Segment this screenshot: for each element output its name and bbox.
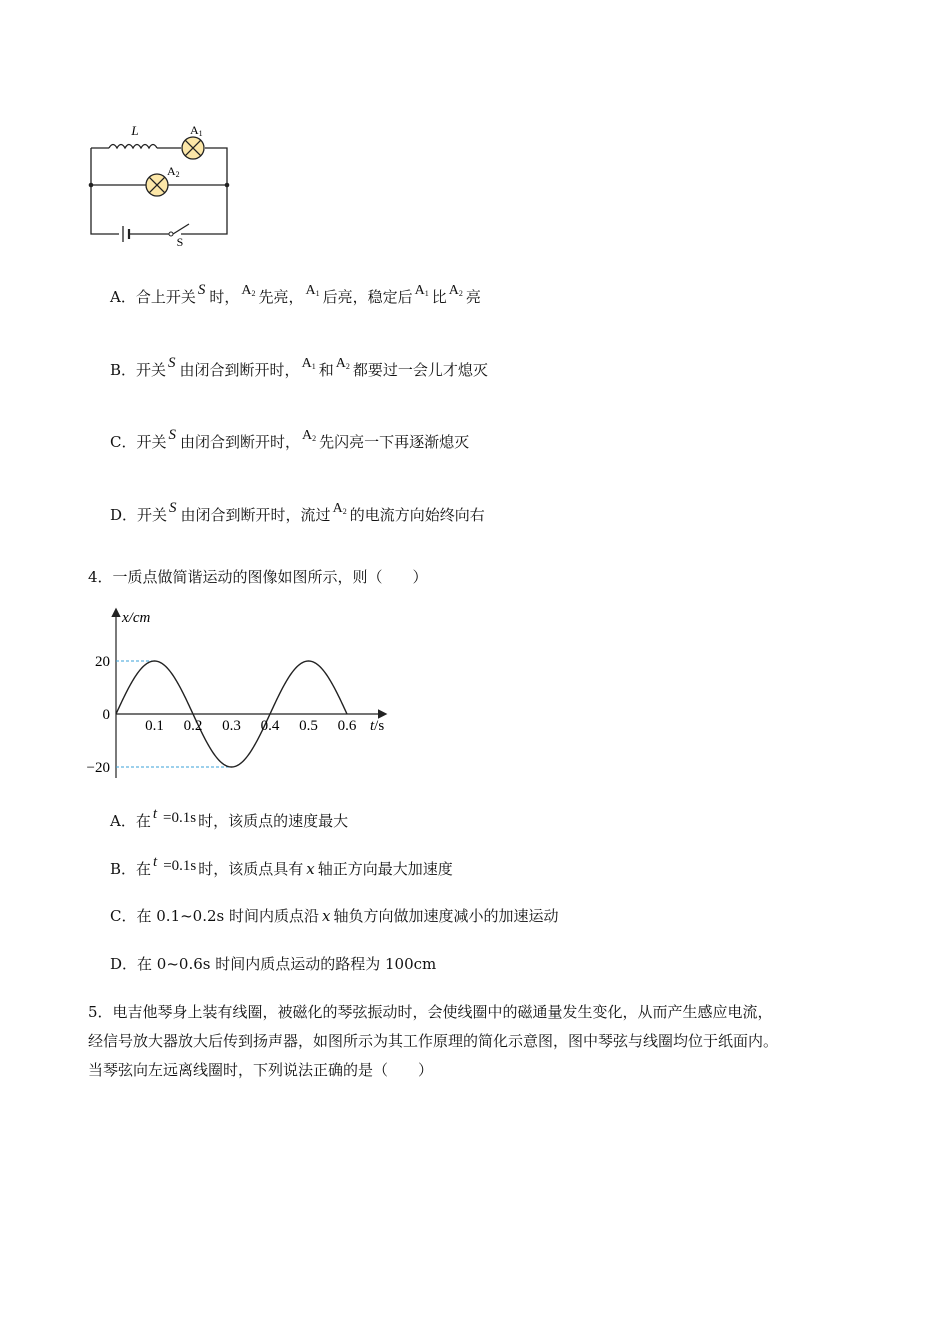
symbol-a2: $A_2$: [241, 283, 256, 298]
shm-graph: [80, 600, 400, 780]
q3-option-a[interactable]: A．合上开关 S 时， $A_2$ 先亮， $A_1$ 后亮，稳定后 $A_1$ 比 $A_2$ 亮: [110, 282, 481, 306]
q3-option-b[interactable]: B．开关 S 由闭合到断开时， $A_1$ 和 $A_2$ 都要过一会儿才熄灭: [110, 355, 488, 379]
symbol-a2: $A_2$: [448, 283, 463, 298]
symbol-a2: $A_2$: [335, 356, 350, 371]
x-axis-label: t/s: [370, 718, 385, 734]
lamp-a2-label: A2: [167, 164, 180, 179]
q4-option-c[interactable]: C．在 0.1~0.2s 时间内质点沿 x 轴负方向做加速度减小的加速运动: [110, 907, 559, 925]
lamp-a1-label: A1: [190, 123, 203, 138]
lamp-a2-icon: [146, 174, 168, 196]
symbol-a2: $A_2$: [302, 428, 317, 443]
option-letter: C．: [110, 907, 137, 925]
x-tick-label: 0.3: [222, 718, 241, 734]
y-tick-label: −20: [86, 760, 110, 776]
q3-option-c[interactable]: C．开关 S 由闭合到断开时， $A_2$ 先闪亮一下再逐渐熄灭: [110, 427, 470, 451]
x-tick-label: 0.6: [337, 718, 357, 734]
switch-label: S: [176, 235, 184, 249]
x-tick-label: 0.4: [260, 718, 280, 734]
option-letter: D．: [110, 955, 138, 973]
q4-stem: 4．一质点做简谐运动的图像如图所示，则（ ）: [88, 568, 428, 586]
symbol-a1: $A_1$: [305, 283, 320, 298]
symbol-a1: $A_1$: [301, 356, 316, 371]
option-letter: B．: [110, 860, 137, 878]
option-letter: D．: [110, 506, 138, 524]
y-tick-label: 20: [95, 654, 110, 670]
lamp-a1-icon: [182, 137, 204, 159]
y-axis-label: x/cm: [122, 610, 151, 626]
x-tick-label: 0.5: [299, 718, 318, 734]
option-letter: C．: [110, 433, 137, 451]
y-tick-label: 0: [102, 707, 110, 723]
q5-stem: 5．电吉他琴身上装有线圈，被磁化的琴弦振动时，会使线圈中的磁通量发生变化，从而产生感应电流， 经信号放大器放大后传到扬声器，如图所示为其工作原理的简化示意图，图中琴弦与线圈均位于纸面内。 当琴弦向左远离线圈时，下列说法正确的是（ ）: [88, 1003, 779, 1079]
option-letter: A．: [110, 812, 136, 830]
option-letter: A．: [110, 288, 136, 306]
circuit-diagram: [85, 118, 245, 253]
inductor-label: L: [131, 123, 139, 138]
option-letter: B．: [110, 361, 137, 379]
x-tick-label: 0.2: [183, 718, 203, 734]
q4-option-d[interactable]: D．在 0~0.6s 时间内质点运动的路程为 100cm: [110, 955, 437, 973]
q4-option-b[interactable]: B．在 t =0.1s 时，该质点具有 x 轴正方向最大加速度: [110, 854, 453, 878]
q3-option-d[interactable]: D．开关 S 由闭合到断开时，流过 $A_2$ 的电流方向始终向右: [110, 500, 485, 524]
symbol-a2: $A_2$: [332, 501, 347, 516]
x-tick-label: 0.1: [145, 718, 164, 734]
symbol-a1: $A_1$: [414, 283, 429, 298]
q4-option-a[interactable]: A．在 t =0.1s 时，该质点的速度最大: [110, 806, 349, 830]
